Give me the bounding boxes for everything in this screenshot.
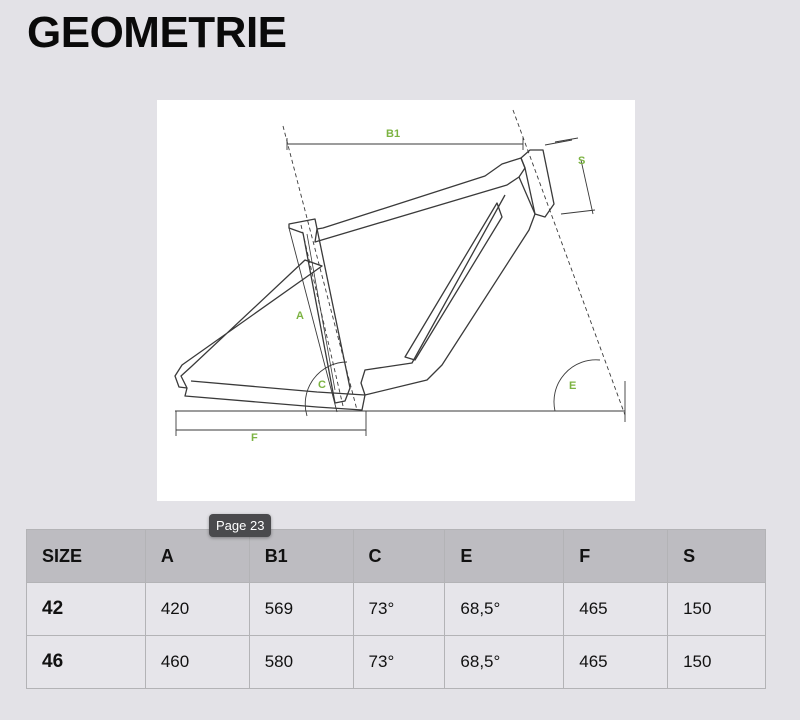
label-b1: B1	[386, 128, 401, 140]
cell-a: 460	[145, 636, 249, 689]
geometry-table	[26, 529, 766, 689]
cell-s: 150	[668, 583, 766, 636]
table-row	[27, 583, 766, 636]
cell-c: 73°	[353, 636, 445, 689]
label-f: F	[251, 432, 258, 444]
header-s: S	[668, 530, 766, 583]
geometry-diagram	[157, 100, 635, 501]
head-tube	[521, 150, 554, 217]
top-tube	[315, 158, 525, 242]
cell-f: 465	[564, 636, 668, 689]
header-f: F	[564, 530, 668, 583]
cell-b1: 569	[249, 583, 353, 636]
header-e: E	[445, 530, 564, 583]
table-row	[27, 636, 766, 689]
cell-b1: 580	[249, 636, 353, 689]
label-c: C	[318, 379, 326, 391]
cell-s: 150	[668, 636, 766, 689]
header-b1: B1	[249, 530, 353, 583]
header-c: C	[353, 530, 445, 583]
label-a: A	[296, 310, 304, 322]
cell-e: 68,5°	[445, 636, 564, 689]
page-tooltip: Page 23	[209, 514, 271, 537]
cell-f: 465	[564, 583, 668, 636]
cell-c: 73°	[353, 583, 445, 636]
header-a: A	[145, 530, 249, 583]
label-s: S	[578, 155, 586, 167]
cell-size: 46	[27, 636, 146, 689]
table-header-row	[27, 530, 766, 583]
cell-size: 42	[27, 583, 146, 636]
seat-stay	[175, 260, 322, 388]
header-size: SIZE	[27, 530, 146, 583]
cell-a: 420	[145, 583, 249, 636]
page-title: GEOMETRIE	[27, 8, 287, 57]
cell-e: 68,5°	[445, 583, 564, 636]
label-e: E	[569, 380, 577, 392]
